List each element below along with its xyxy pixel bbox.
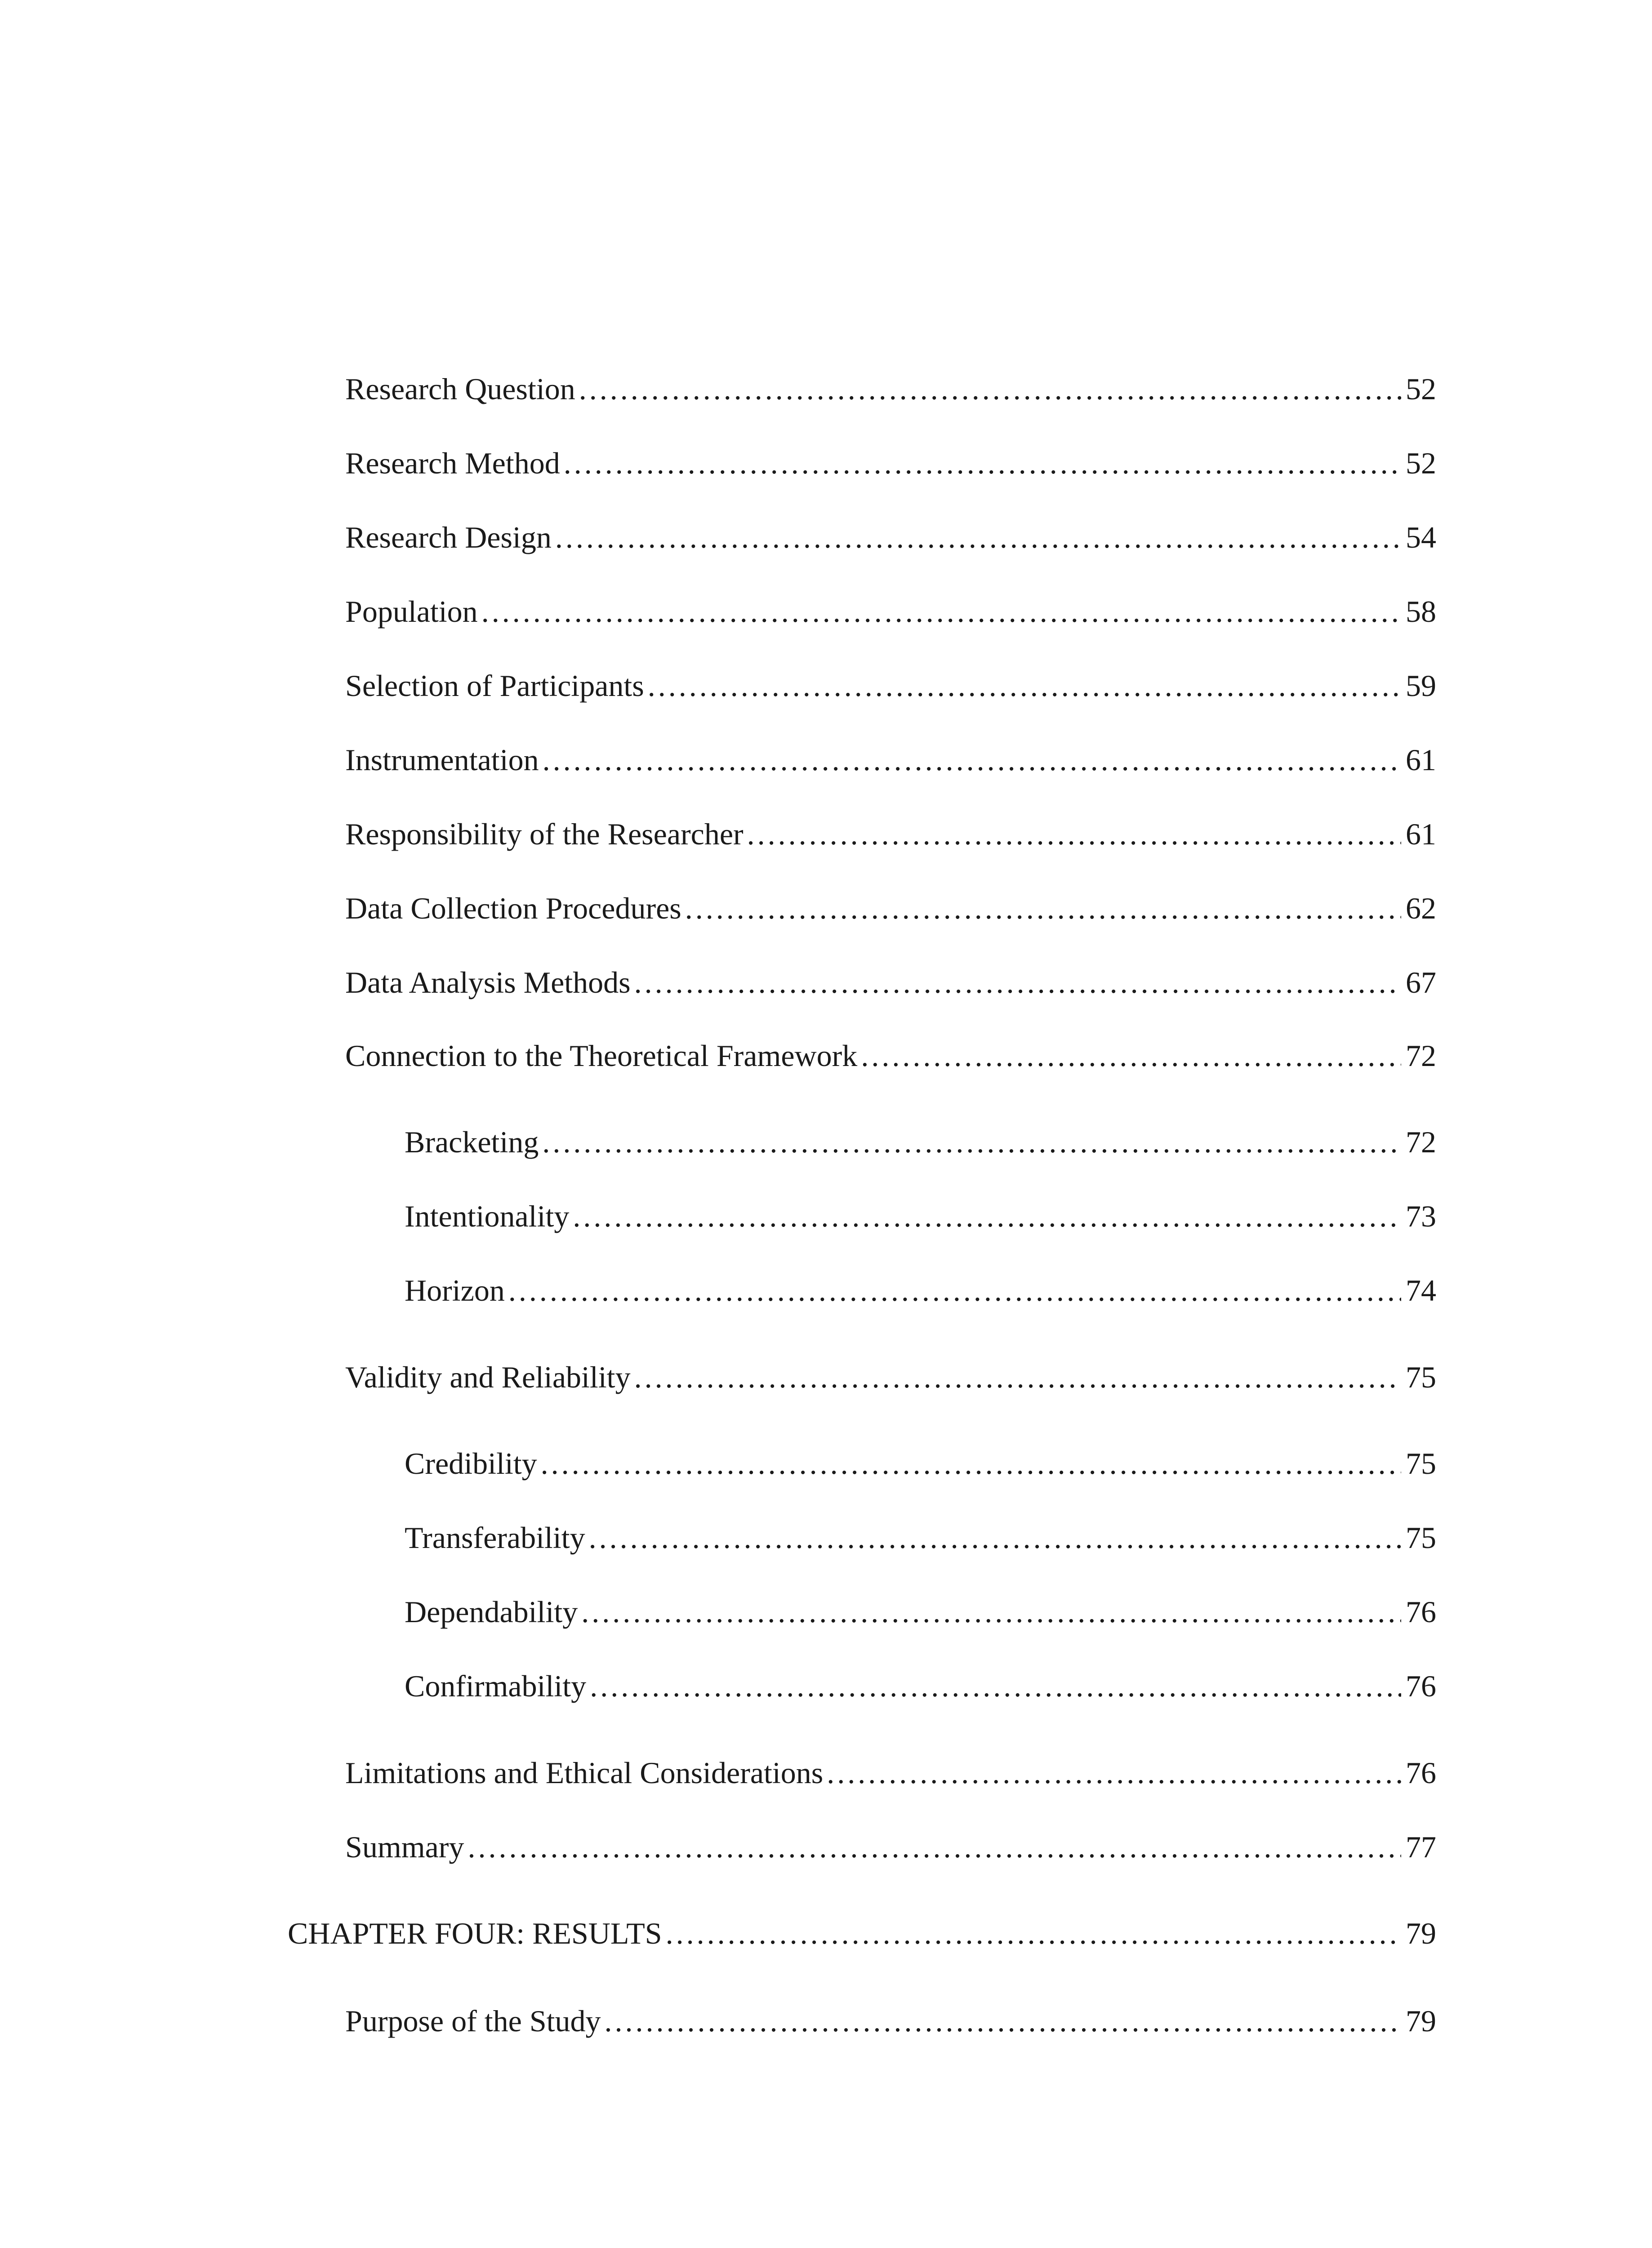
toc-entry-page-number: 72 bbox=[1406, 1039, 1436, 1073]
toc-entry-page-number: 61 bbox=[1406, 743, 1436, 777]
dot-leader bbox=[542, 1117, 1401, 1167]
toc-entry-selection-of-participants[interactable] bbox=[345, 661, 1436, 710]
toc-entry-title: Confirmability bbox=[405, 1669, 587, 1703]
toc-entry-page-number: 67 bbox=[1406, 965, 1436, 999]
toc-entry-purpose-of-the-study[interactable] bbox=[345, 1996, 1436, 2046]
toc-entry-title: Summary bbox=[345, 1830, 464, 1864]
dot-leader bbox=[605, 1996, 1401, 2046]
toc-entry-summary[interactable] bbox=[345, 1822, 1436, 1872]
toc-entry-title: Research Method bbox=[345, 446, 560, 480]
toc-entry-population[interactable] bbox=[345, 587, 1436, 636]
dot-leader bbox=[564, 438, 1401, 488]
toc-entry-page-number: 52 bbox=[1406, 372, 1436, 406]
toc-entry-page-number: 72 bbox=[1406, 1125, 1436, 1159]
toc-entry-page-number: 75 bbox=[1406, 1521, 1436, 1555]
toc-entry-title: Selection of Participants bbox=[345, 669, 644, 703]
dot-leader bbox=[861, 1031, 1401, 1080]
toc-entry-title: Instrumentation bbox=[345, 743, 539, 777]
toc-entry-title: Bracketing bbox=[405, 1125, 539, 1159]
toc-entry-page-number: 79 bbox=[1406, 1916, 1436, 1950]
toc-entry-page-number: 75 bbox=[1406, 1446, 1436, 1481]
dot-leader bbox=[747, 809, 1401, 859]
dot-leader bbox=[685, 883, 1401, 933]
dot-leader bbox=[508, 1266, 1401, 1315]
toc-entry-research-question[interactable] bbox=[345, 364, 1436, 414]
dot-leader bbox=[590, 1661, 1401, 1711]
toc-entry-page-number: 58 bbox=[1406, 594, 1436, 629]
dot-leader bbox=[589, 1513, 1401, 1562]
dot-leader bbox=[543, 735, 1401, 785]
toc-entry-title: Responsibility of the Researcher bbox=[345, 817, 744, 851]
toc-entry-title: Purpose of the Study bbox=[345, 2004, 601, 2038]
toc-entry-page-number: 61 bbox=[1406, 817, 1436, 851]
toc-entry-page-number: 62 bbox=[1406, 891, 1436, 925]
dot-leader bbox=[541, 1439, 1401, 1488]
toc-entry-page-number: 74 bbox=[1406, 1273, 1436, 1307]
toc-entry-page-number: 76 bbox=[1406, 1669, 1436, 1703]
toc-entry-horizon[interactable] bbox=[405, 1266, 1436, 1315]
toc-entry-title: Research Question bbox=[345, 372, 575, 406]
toc-entry-page-number: 59 bbox=[1406, 669, 1436, 703]
toc-entry-title: Intentionality bbox=[405, 1199, 570, 1233]
toc-entry-title: Horizon bbox=[405, 1273, 505, 1307]
toc-entry-bracketing[interactable] bbox=[405, 1117, 1436, 1167]
toc-entry-title: Population bbox=[345, 594, 478, 629]
dot-leader bbox=[573, 1191, 1401, 1241]
toc-entry-title: Dependability bbox=[405, 1595, 578, 1629]
toc-entry-validity-and-reliability[interactable] bbox=[345, 1352, 1436, 1402]
toc-entry-research-method[interactable] bbox=[345, 438, 1436, 488]
dot-leader bbox=[666, 1909, 1401, 1958]
toc-entry-page-number: 76 bbox=[1406, 1595, 1436, 1629]
toc-entry-limitations-and-ethical-considerations[interactable] bbox=[345, 1748, 1436, 1798]
toc-entry-page-number: 54 bbox=[1406, 520, 1436, 554]
toc-entry-title: Research Design bbox=[345, 520, 552, 554]
dot-leader bbox=[648, 661, 1401, 710]
dot-leader bbox=[481, 587, 1401, 636]
dot-leader bbox=[579, 364, 1401, 414]
toc-entry-page-number: 73 bbox=[1406, 1199, 1436, 1233]
toc-entry-title: Data Analysis Methods bbox=[345, 965, 631, 999]
toc-entry-chapter-four-results[interactable] bbox=[288, 1909, 1436, 1958]
toc-entry-research-design[interactable] bbox=[345, 513, 1436, 562]
toc-entry-page-number: 52 bbox=[1406, 446, 1436, 480]
toc-entry-title: Validity and Reliability bbox=[345, 1360, 631, 1394]
dot-leader bbox=[555, 513, 1401, 562]
dot-leader bbox=[827, 1748, 1401, 1798]
toc-entry-data-collection-procedures[interactable] bbox=[345, 883, 1436, 933]
toc-entry-title: Connection to the Theoretical Framework bbox=[345, 1039, 858, 1073]
toc-entry-connection-to-the-theoretical-framework[interactable] bbox=[345, 1031, 1436, 1080]
toc-entry-transferability[interactable] bbox=[405, 1513, 1436, 1562]
toc-entry-page-number: 77 bbox=[1406, 1830, 1436, 1864]
dot-leader bbox=[634, 1352, 1401, 1402]
toc-entry-page-number: 76 bbox=[1406, 1756, 1436, 1790]
toc-entry-instrumentation[interactable] bbox=[345, 735, 1436, 785]
toc-entry-title: Data Collection Procedures bbox=[345, 891, 681, 925]
toc-entry-confirmability[interactable] bbox=[405, 1661, 1436, 1711]
toc-entry-title: CHAPTER FOUR: RESULTS bbox=[288, 1916, 662, 1950]
toc-entry-title: Transferability bbox=[405, 1521, 585, 1555]
toc-entry-credibility[interactable] bbox=[405, 1439, 1436, 1488]
dot-leader bbox=[634, 958, 1401, 1007]
toc-entry-page-number: 75 bbox=[1406, 1360, 1436, 1394]
toc-entry-data-analysis-methods[interactable] bbox=[345, 958, 1436, 1007]
toc-entry-intentionality[interactable] bbox=[405, 1191, 1436, 1241]
toc-entry-title: Credibility bbox=[405, 1446, 537, 1481]
toc-entry-page-number: 79 bbox=[1406, 2004, 1436, 2038]
toc-entry-dependability[interactable] bbox=[405, 1587, 1436, 1637]
dot-leader bbox=[581, 1587, 1401, 1637]
toc-entry-title: Limitations and Ethical Considerations bbox=[345, 1756, 824, 1790]
toc-entry-responsibility-of-the-researcher[interactable] bbox=[345, 809, 1436, 859]
dot-leader bbox=[468, 1822, 1401, 1872]
